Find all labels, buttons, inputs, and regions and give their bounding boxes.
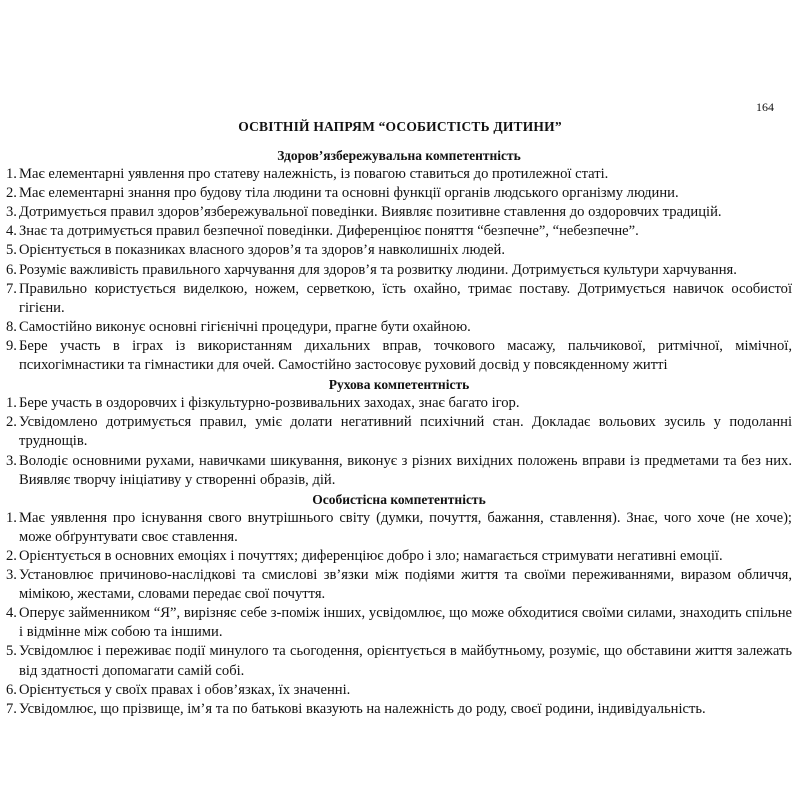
item-number: 3. [6,204,17,221]
item-text: Усвідомлює і переживає події минулого та сьогодення, орієнтується в майбутньому, розуміє, що обставини життя залежать від здатності допомагати самій собі. [19,643,792,679]
item-number: 1. [6,509,17,526]
section-health-competence [6,146,792,375]
item-number: 4. [6,605,17,622]
item-number: 5. [6,242,17,259]
list-item [6,203,792,222]
item-text: Правильно користується виделкою, ножем, серветкою, їсть охайно, тримає поставу. Дотримується навичок особистої гігієни. [19,280,792,316]
document-body [6,146,792,719]
list-item [6,452,792,490]
item-text: Має елементарні знання про будову тіла людини та основні функції органів людського організму людини. [19,185,679,202]
item-text: Усвідомлено дотримується правил, уміє долати негативний психічний стан. Докладає вольових зусиль у подоланні труднощів. [19,414,792,450]
list-item [6,165,792,184]
item-text: Володіє основними рухами, навичками шикування, виконує з різних вихідних положень вправи із предметами та без них. Виявляє творчу ініціативу у створенні образів, дій. [19,452,792,488]
section-heading: Рухова компетентність [328,377,470,393]
item-text: Розуміє важливість правильного харчування для здоров’я та розвитку людини. Дотримується культури харчування. [19,261,737,278]
item-text: Установлює причиново-наслідкові та смислові зв’язки між подіями життя та своїми переживаннями, виразом обличчя, мімікою, жестами, словами передає свої почуття. [19,567,792,603]
competence-list [6,394,792,489]
list-item [6,241,792,260]
section-heading: Особистісна компетентність [312,491,486,507]
item-number: 2. [6,414,17,431]
section-personal-competence [6,490,792,719]
list-item [6,604,792,642]
item-text: Знає та дотримується правил безпечної поведінки. Диференціює поняття “безпечне”, “небезпечне”. [19,223,639,240]
item-number: 7. [6,700,17,717]
page-number: 164 [756,100,774,114]
section-motor-competence [6,375,792,490]
item-text: Бере участь в іграх із використанням дихальних вправ, точкового масажу, пальчикової, ритмічної, мімічної, психогімнастики та гімнастики для очей. Самостійно застосовує руховий досвід у повсякденному житті [19,337,792,374]
item-number: 6. [6,681,17,698]
section-heading: Здоров’язбережувальна компетентність [277,148,521,163]
list-item [6,700,792,719]
item-number: 2. [6,185,17,202]
item-number: 3. [6,567,17,584]
item-number: 5. [6,643,17,660]
item-number: 2. [6,547,17,564]
item-number: 8. [6,318,17,335]
item-text: Має уявлення про існування свого внутрішнього світу (думки, почуття, бажання, ставлення). Знає, чого хоче (не хоче); може обґрунтувати своє ставлення. [19,509,792,545]
item-text: Усвідомлює, що прізвище, ім’я та по батькові вказують на належність до роду, своєї родини, індивідуальність. [19,700,706,717]
item-number: 7. [6,280,17,297]
item-number: 6. [6,261,17,278]
list-item [6,413,792,451]
item-text: Орієнтується в основних емоціях і почуттях; диференціює добро і зло; намагається стримувати негативні емоції. [19,547,723,564]
list-item [6,318,792,337]
item-text: Самостійно виконує основні гігієнічні процедури, прагне бути охайною. [19,318,471,335]
list-item [6,261,792,280]
list-item [6,222,792,241]
competence-list [6,509,792,719]
list-item [6,280,792,318]
list-item [6,566,792,604]
item-number: 4. [6,223,17,240]
item-text: Орієнтується у своїх правах і обов’язках, їх значенні. [19,681,351,698]
competence-list [6,165,792,375]
item-text: Оперує займенником “Я”, вирізняє себе з-поміж інших, усвідомлює, що може обходитися своїми силами, знаходить спільне і відмінне між собою та іншими. [19,605,792,641]
item-text: Орієнтується в показниках власного здоров’я та здоров’я навколишніх людей. [19,242,505,259]
list-item [6,642,792,680]
page-title: ОСВІТНІЙ НАПРЯМ “ОСОБИСТІСТЬ ДИТИНИ” [238,119,562,134]
list-item [6,184,792,203]
item-text: Дотримується правил здоров’язбережувальної поведінки. Виявляє позитивне ставлення до оздоровчих традицій. [19,204,722,221]
list-item [6,681,792,700]
item-text: Бере участь в оздоровчих і фізкультурно-розвивальних заходах, знає багато ігор. [19,395,520,412]
item-number: 9. [6,337,17,354]
item-number: 1. [6,166,17,183]
list-item [6,394,792,413]
list-item [6,509,792,547]
list-item [6,547,792,566]
list-item [6,337,792,375]
item-number: 1. [6,395,17,412]
item-text: Має елементарні уявлення про статеву належність, із повагою ставиться до протилежної статі. [19,166,609,183]
item-number: 3. [6,452,17,469]
